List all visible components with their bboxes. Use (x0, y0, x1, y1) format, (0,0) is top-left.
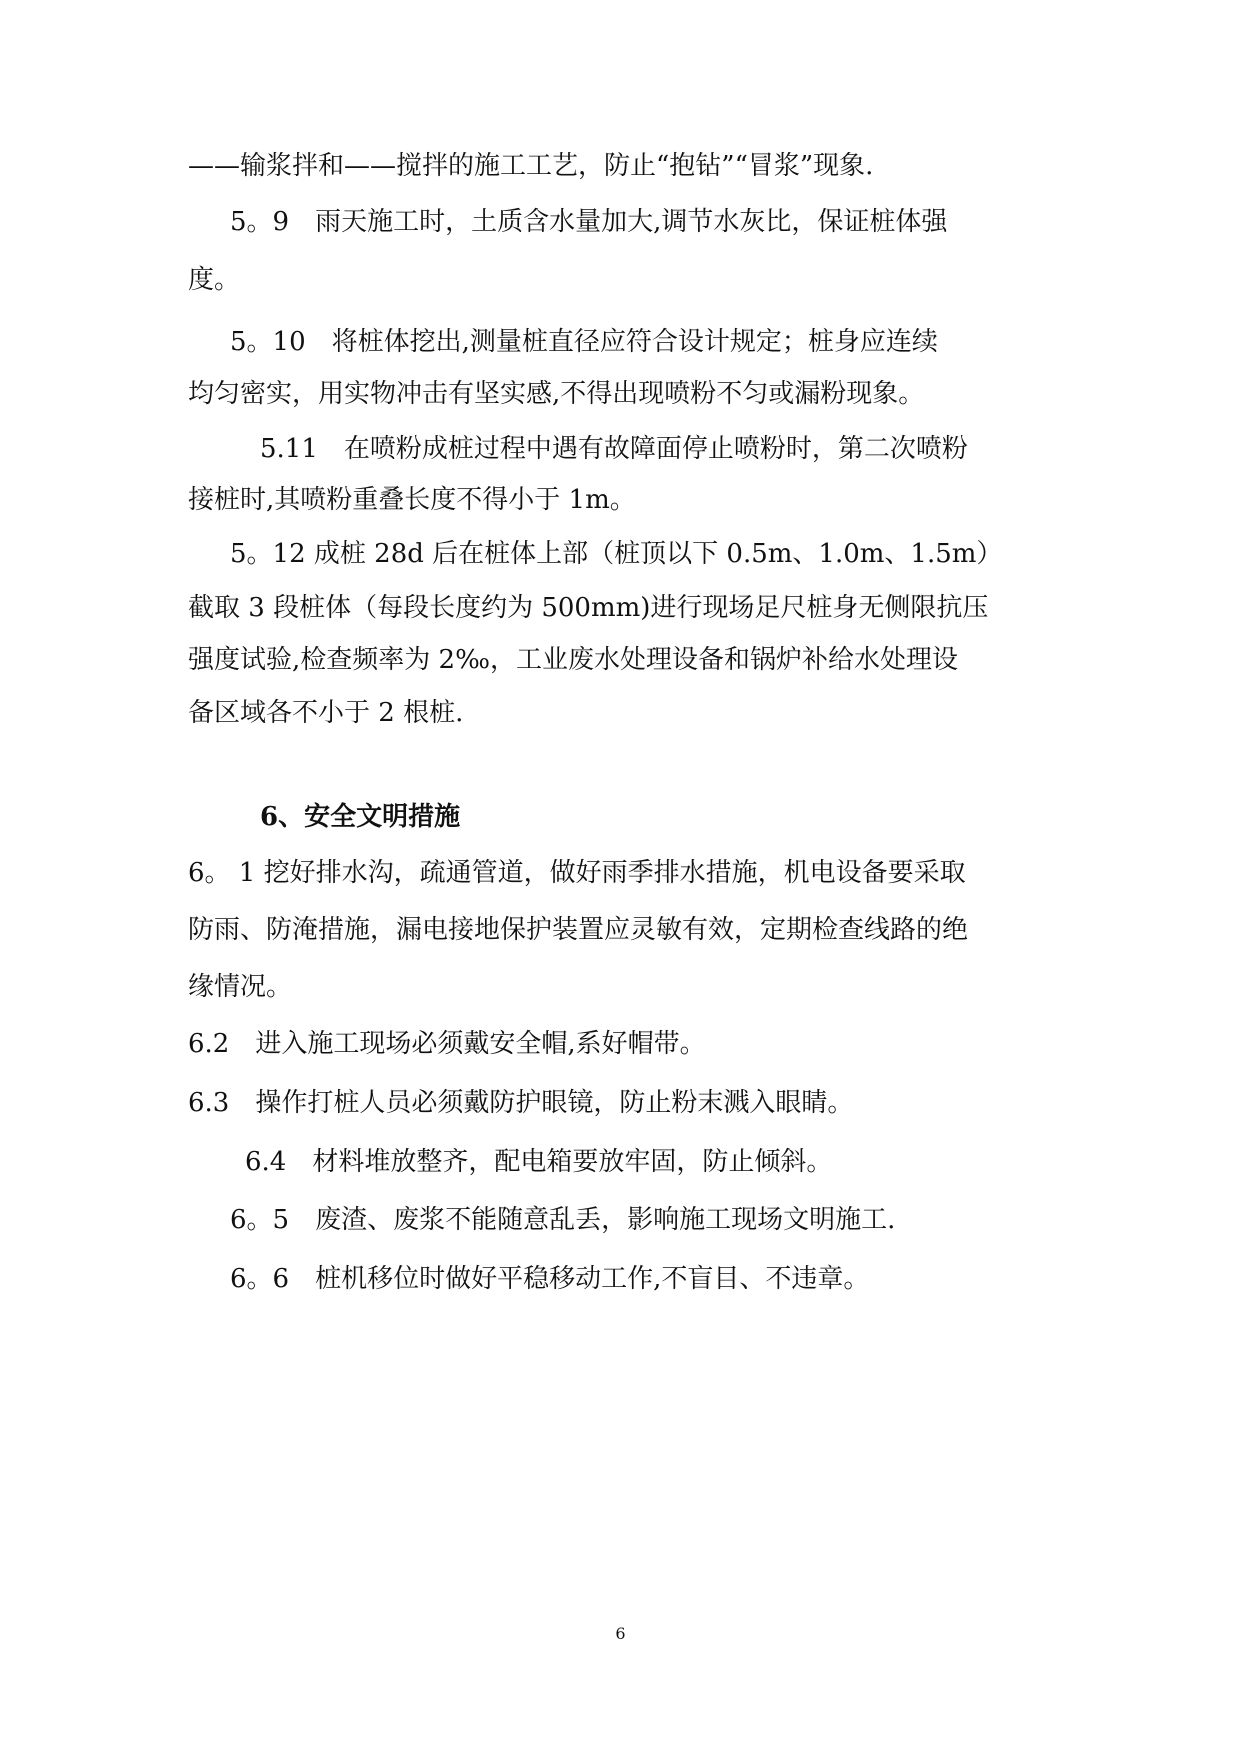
section-heading: 6、安全文明措施 (260, 802, 461, 832)
paragraph-line: 6.4 材料堆放整齐，配电箱要放牢固，防止倾斜。 (245, 1147, 833, 1177)
paragraph-line: 备区域各不小于 2 根桩. (188, 698, 464, 728)
paragraph-line: 6。6 桩机移位时做好平稳移动工作,不盲目、不违章。 (230, 1264, 870, 1294)
paragraph-line: 6.2 进入施工现场必须戴安全帽,系好帽带。 (188, 1029, 706, 1059)
paragraph-line: 5.11 在喷粉成桩过程中遇有故障面停止喷粉时，第二次喷粉 (260, 434, 968, 464)
paragraph-line: 5。10 将桩体挖出,测量桩直径应符合设计规定；桩身应连续 (230, 327, 938, 357)
paragraph-line: 5。12 成桩 28d 后在桩体上部（桩顶以下 0.5m、1.0m、1.5m） (230, 539, 1003, 569)
paragraph-line: 6.3 操作打桩人员必须戴防护眼镜，防止粉末溅入眼睛。 (188, 1088, 854, 1118)
paragraph-line: 6。 1 挖好排水沟，疏通管道，做好雨季排水措施，机电设备要采取 (188, 858, 966, 888)
page-number: 6 (615, 1624, 626, 1643)
paragraph-line: 缘情况。 (188, 972, 293, 1002)
paragraph-line: 5。9 雨天施工时，土质含水量加大,调节水灰比，保证桩体强 (230, 207, 948, 237)
paragraph-line: 均匀密实，用实物冲击有坚实感,不得出现喷粉不匀或漏粉现象。 (188, 379, 925, 409)
paragraph-line: 接桩时,其喷粉重叠长度不得小于 1m。 (188, 485, 636, 515)
paragraph-line: 6。5 废渣、废浆不能随意乱丢，影响施工现场文明施工. (230, 1205, 896, 1235)
paragraph-line: 度。 (188, 265, 241, 295)
paragraph-line: 防雨、防淹措施，漏电接地保护装置应灵敏有效，定期检查线路的绝 (188, 915, 969, 945)
paragraph-line: ——输浆拌和——搅拌的施工工艺，防止“抱钻”“冒浆”现象. (188, 151, 874, 181)
paragraph-line: 截取 3 段桩体（每段长度约为 500mm)进行现场足尺桩身无侧限抗压 (188, 593, 989, 623)
paragraph-line: 强度试验,检查频率为 2‰，工业废水处理设备和锅炉补给水处理设 (188, 645, 958, 675)
